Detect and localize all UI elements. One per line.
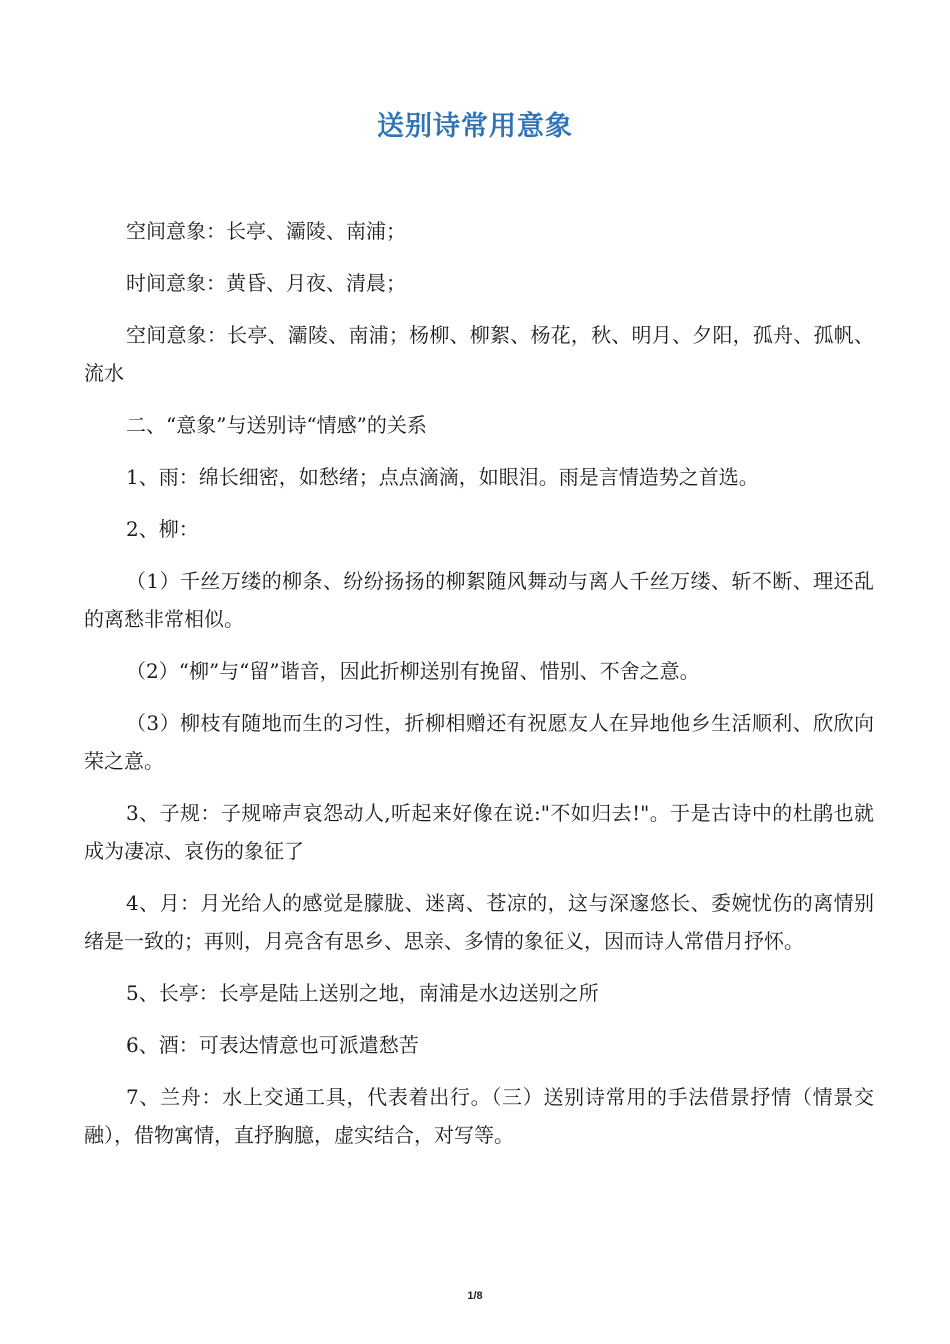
paragraph-willow-2: （2）“柳”与“留”谐音，因此折柳送别有挽留、惜别、不舍之意。 — [126, 659, 700, 683]
paragraph-boat: 7、兰舟：水上交通工具，代表着出行。（三）送别诗常用的手法借景抒情（情景交融），借物寓情，直抒胸臆，虚实结合，对写等。 — [84, 1085, 874, 1147]
document-body — [84, 212, 874, 1168]
paragraph-wine: 6、酒：可表达情意也可派遣愁苦 — [126, 1033, 419, 1057]
paragraph-cuckoo: 3、子规：子规啼声哀怨动人,听起来好像在说:"不如归去!"。于是古诗中的杜鹃也就成为凄凉、哀伤的象征了 — [84, 801, 874, 863]
paragraph-section-heading: 二、“意象”与送别诗“情感”的关系 — [126, 413, 427, 437]
page-number: 1/8 — [467, 1290, 483, 1302]
paragraph-moon: 4、月：月光给人的感觉是朦胧、迷离、苍凉的，这与深邃悠长、委婉忧伤的离情别绪是一致的；再则，月亮含有思乡、思亲、多情的象征义，因而诗人常借月抒怀。 — [84, 891, 874, 953]
paragraph-rain: 1、雨：绵长细密，如愁绪；点点滴滴，如眼泪。雨是言情造势之首选。 — [126, 465, 759, 489]
paragraph-spatial-imagery-full: 空间意象：长亭、灞陵、南浦；杨柳、柳絮、杨花，秋、明月、夕阳，孤舟、孤帆、流水 — [84, 323, 874, 385]
paragraph-willow: 2、柳： — [126, 517, 199, 541]
document-title: 送别诗常用意象 — [377, 111, 573, 142]
paragraph-spatial-imagery: 空间意象：长亭、灞陵、南浦； — [126, 219, 406, 243]
paragraph-willow-3: （3）柳枝有随地而生的习性，折柳相赠还有祝愿友人在异地他乡生活顺利、欣欣向荣之意。 — [84, 711, 874, 773]
paragraph-temporal-imagery: 时间意象：黄昏、月夜、清晨； — [126, 271, 406, 295]
paragraph-pavilion: 5、长亭：长亭是陆上送别之地，南浦是水边送别之所 — [126, 981, 599, 1005]
paragraph-willow-1: （1）千丝万缕的柳条、纷纷扬扬的柳絮随风舞动与离人千丝万缕、斩不断、理还乱的离愁非常相似。 — [84, 569, 874, 631]
